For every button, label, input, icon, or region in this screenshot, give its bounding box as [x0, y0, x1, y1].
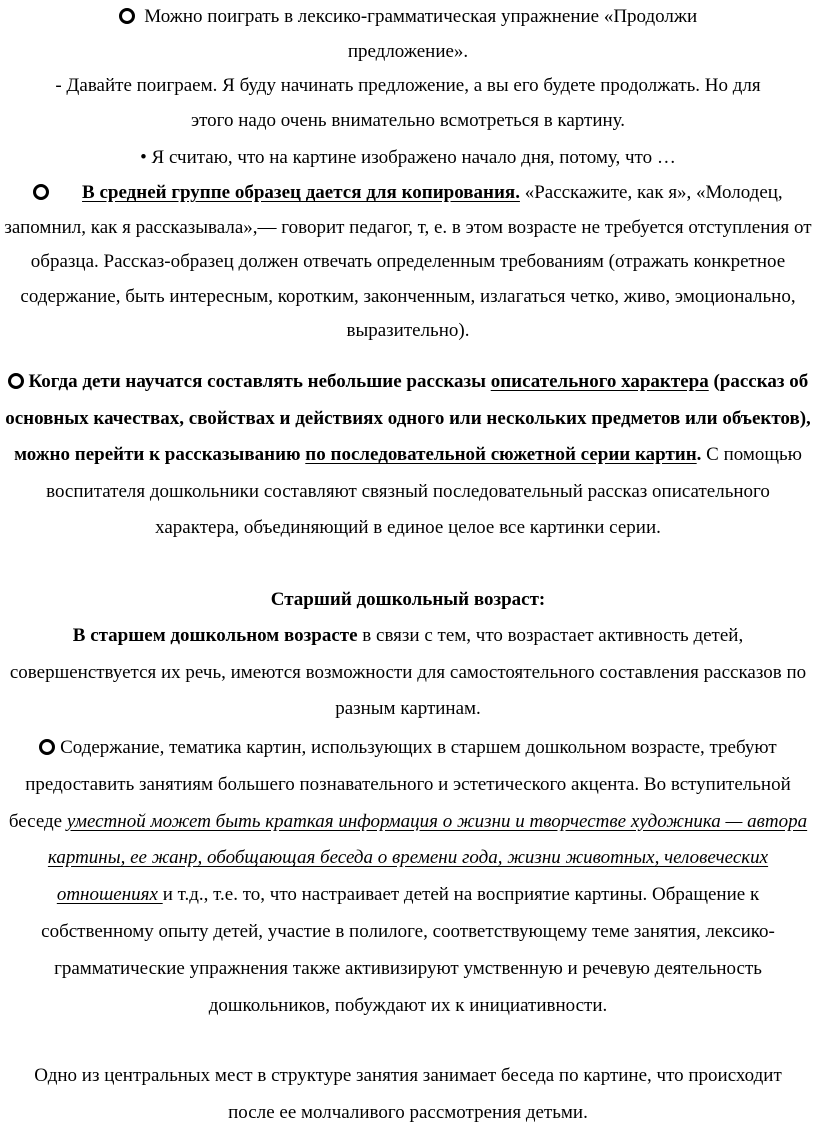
paragraph-game-intro: [0, 0, 816, 69]
paragraph-descriptive-stories: [0, 364, 816, 547]
heading-text: Старший дошкольный возраст:: [270, 589, 546, 610]
bullet-icon: [8, 373, 24, 389]
paragraph-heading: В старшем дошкольном возрасте: [72, 625, 358, 646]
paragraph-game-rules: [0, 69, 816, 138]
bullet-icon: [33, 184, 49, 200]
section-heading-senior-age: [0, 583, 816, 618]
bullet-icon: [119, 8, 135, 24]
paragraph-text: - Давайте поиграем. Я буду начинать предложение, а вы его будете продолжать. Но для этого надо очень внимательно всмотреться в картину.: [55, 75, 761, 131]
paragraph-bold-text: Когда дети научатся составлять небольшие рассказы: [28, 371, 491, 392]
paragraph-text: и т.д., т.е. то, что настраивает детей на восприятие картины. Обращение к собственному опыту детей, участие в полилоге, соответствующему теме занятия, лексико-грамматические упражнения также активизируют умственную и речевую деятельность дошкольников, побуждают их к инициативности.: [41, 884, 775, 1016]
paragraph-bold-text: .: [696, 444, 702, 465]
paragraph-example-sentence: [0, 141, 816, 176]
paragraph-bold-text: (рассказ об основных качествах, свойствах и действиях одного или нескольких предметов или объектов), можно перейти к рассказыванию: [5, 371, 811, 465]
paragraph-senior-age: [0, 618, 816, 728]
paragraph-conversation: [0, 1058, 816, 1131]
bullet-icon: [39, 739, 55, 755]
paragraph-text: «Расскажите, как я», «Молодец, запомнил, как я рассказывала»,— говорит педагог, т, е. в этом возрасте не требуется отступления от образца. Рассказ-образец должен отвечать определенным требованиям (отражать конкретное содержание, быть интересным, коротким, законченным, излагаться четко, живо, эмоционально, выразительно).: [4, 182, 812, 341]
paragraph-picture-content: [0, 730, 816, 1024]
paragraph-bold-underlined-text: описательного характера: [490, 371, 709, 392]
paragraph-text: Одно из центральных мест в структуре занятия занимает беседа по картине, что происходит после ее молчаливого рассмотрения детьми.: [34, 1065, 782, 1123]
paragraph-text: С помощью воспитателя дошкольники составляют связный последовательный рассказ описательного характера, объединяющий в единое целое все картинки серии.: [46, 444, 802, 538]
paragraph-text: • Я считаю, что на картине изображено начало дня, потому, что …: [140, 147, 676, 168]
paragraph-bold-underlined-text: по последовательной сюжетной серии картин: [305, 444, 697, 465]
paragraph-heading: В средней группе образец дается для копирования.: [82, 182, 520, 203]
paragraph-middle-group: [0, 176, 816, 349]
paragraph-text: в связи с тем, что возрастает активность детей, совершенствуется их речь, имеются возможности для самостоятельного составления рассказов по разным картинам.: [9, 625, 807, 719]
paragraph-text: Можно поиграть в лексико-грамматическая упражнение «Продолжи предложение».: [144, 6, 698, 62]
paragraph-text: Содержание, тематика картин, использующих в старшем дошкольном возрасте, требуют предоставить занятиям большего познавательного и эстетического акцента. Во вступительной беседе: [8, 737, 791, 832]
paragraph-italic-underlined-text: уместной может быть краткая информация о жизни и творчестве художника — автора картины, ее жанр, обобщающая беседа о времени года, жизни животных, человеческих отношениях: [47, 810, 808, 906]
